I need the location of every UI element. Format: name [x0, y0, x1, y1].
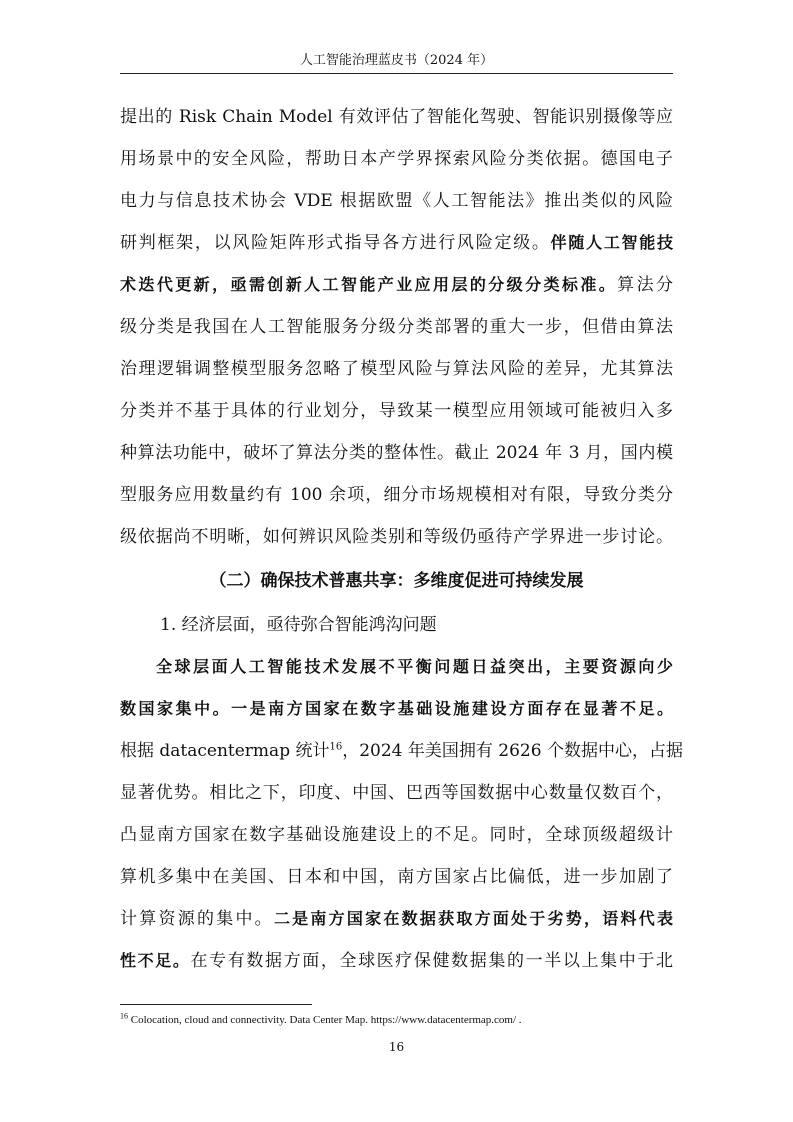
text-run: 研判框架，以风险矩阵形式指导各方进行风险定级。 [120, 233, 551, 253]
paragraph-line [120, 730, 683, 772]
paragraph-line: 提出的 Risk Chain Model 有效评估了智能化驾驶、智能识别摄像等应 [120, 107, 673, 127]
bold-text-run: 全球层面人工智能技术发展不平衡问题日益突出，主要资源向少 [156, 657, 673, 676]
footnote-marker: 16 [120, 1011, 128, 1021]
paragraph-line: 级依据尚不明晰，如何辨识风险类别和等级仍亟待产学界进一步讨论。 [120, 527, 673, 547]
footnote-divider [120, 1004, 312, 1005]
paragraph-line [120, 940, 673, 982]
paragraph-line: 凸显南方国家在数字基础设施建设上的不足。同时，全球顶级超级计 [120, 825, 673, 845]
footnote [120, 1012, 673, 1028]
paragraph-line: 级分类是我国在人工智能服务分级分类部署的重大一步，但借由算法 [120, 317, 673, 337]
paragraph-line [120, 898, 673, 940]
running-header: 人工智能治理蓝皮书（2024 年） [299, 53, 494, 68]
bold-text-run: 伴随人工智能技 [550, 233, 673, 252]
bold-text-run: 二是南方国家在数据获取方面处于劣势，语料代表 [273, 909, 673, 928]
footnote-ref[interactable]: 16 [329, 741, 343, 753]
paragraph-line [120, 222, 673, 264]
paragraph-line [120, 264, 673, 306]
footnote-text: Colocation, cloud and connectivity. Data Center Map. https://www.datacentermap.com/ . [128, 1014, 522, 1026]
paragraph-line: 电力与信息技术协会 VDE 根据欧盟《人工智能法》推出类似的风险 [120, 191, 673, 211]
paragraph-line [120, 646, 673, 688]
page-body [120, 96, 683, 982]
section-heading: （二）确保技术普惠共享：多维度促进可持续发展 [209, 571, 584, 591]
paragraph-line: 显著优势。相比之下，印度、中国、巴西等国数据中心数量仅数百个， [120, 783, 673, 803]
paragraph-line: 算机多集中在美国、日本和中国，南方国家占比偏低，进一步加剧了 [120, 867, 673, 887]
page-number: 16 [388, 1040, 405, 1054]
text-run: 计算资源的集中。 [120, 909, 274, 929]
text-run: 算法分 [617, 275, 673, 295]
bold-text-run: 数国家集中。一是南方国家在数字基础设施建设方面存在显著不足。 [120, 699, 673, 718]
paragraph-line: 治理逻辑调整模型服务忽略了模型风险与算法风险的差异，尤其算法 [120, 359, 673, 379]
paragraph-line: 用场景中的安全风险，帮助日本产学界探索风险分类依据。德国电子 [120, 149, 673, 169]
header-divider [120, 73, 673, 74]
paragraph-line: 种算法功能中，破坏了算法分类的整体性。截止 2024 年 3 月，国内模 [120, 443, 673, 463]
bold-text-run: 性不足。 [120, 951, 191, 970]
paragraph-line: 型服务应用数量约有 100 余项，细分市场规模相对有限，导致分类分 [120, 485, 673, 505]
text-run: 根据 datacentermap 统计 [120, 741, 330, 761]
text-run: ，2024 年美国拥有 2626 个数据中心，占据 [342, 741, 683, 761]
bold-text-run: 术迭代更新，亟需创新人工智能产业应用层的分级分类标准。 [120, 275, 618, 294]
paragraph-line: 分类并不基于具体的行业划分，导致某一模型应用领域可能被归入多 [120, 401, 673, 421]
text-run: 在专有数据方面，全球医疗保健数据集的一半以上集中于北 [190, 951, 673, 971]
paragraph-line [120, 688, 673, 730]
subsection-heading: 1. 经济层面，亟待弥合智能鸿沟问题 [160, 615, 437, 635]
